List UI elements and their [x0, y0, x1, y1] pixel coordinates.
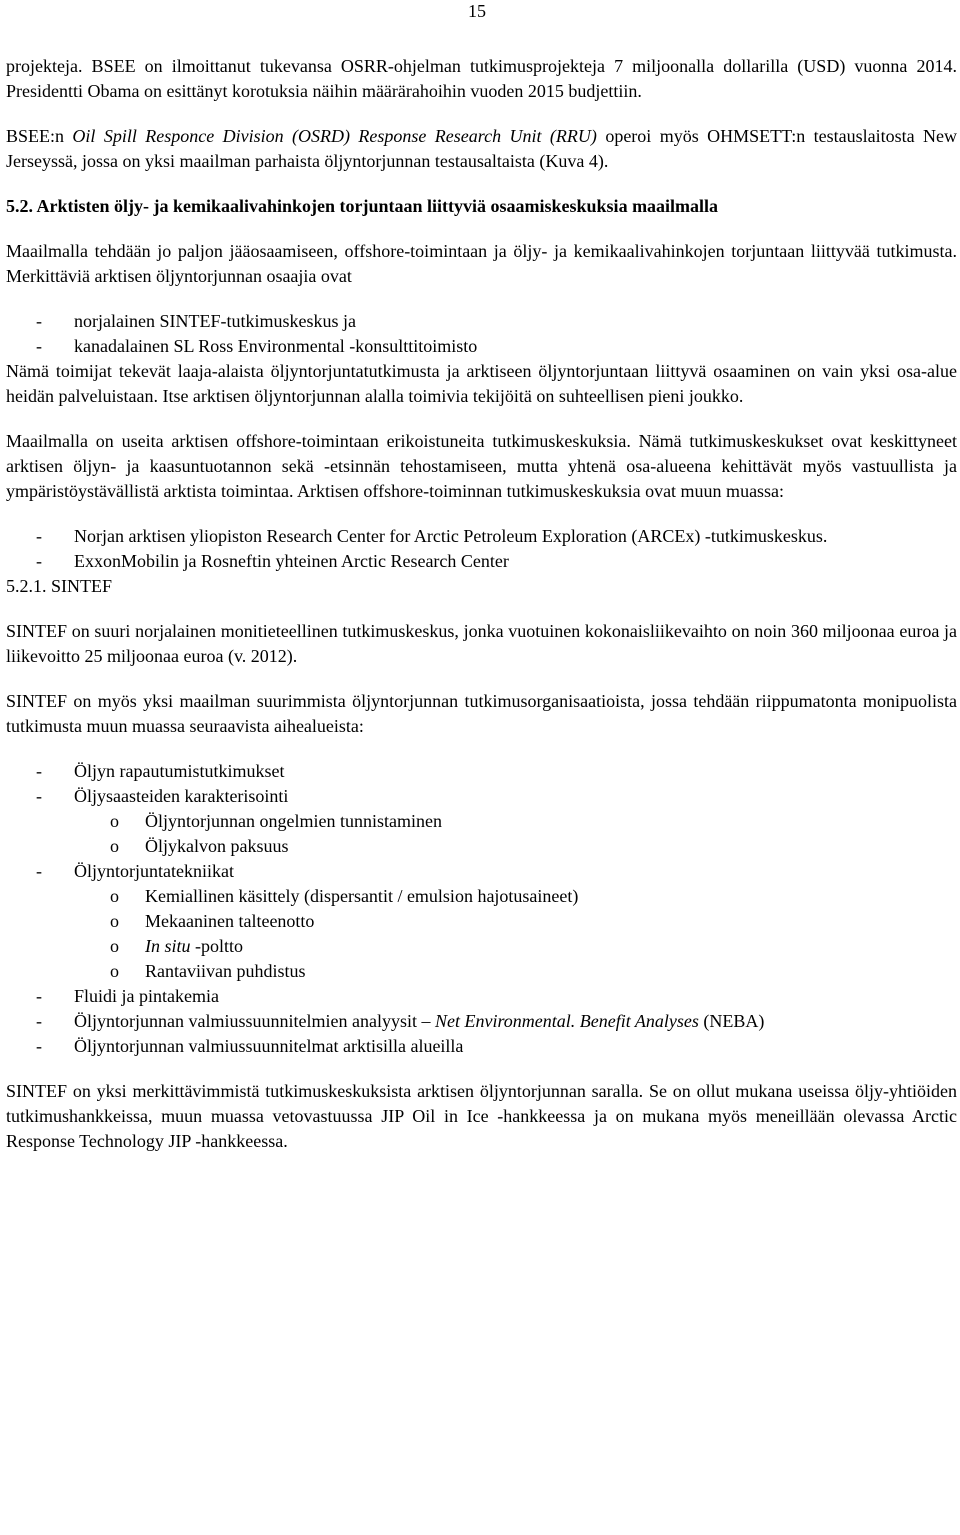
subtopic-item	[6, 809, 957, 834]
topic-text: Öljysaasteiden karakterisointi	[74, 786, 289, 806]
topic-list-e	[6, 984, 957, 1059]
topic-item	[6, 984, 957, 1009]
circle-marker: o	[110, 961, 119, 981]
list-item-text: kanadalainen SL Ross Environmental -konsulttitoimisto	[74, 336, 478, 356]
paragraph-sintef-3: SINTEF on yksi merkittävimmistä tutkimuskeskuksista arktisen öljyntorjunnan saralla. Se on ollut mukana useissa öljy-yhtiöiden tutkimushankkeissa, muun muassa vetovastuussa JIP Oil in Ice -hankkeessa ja on mukana myös meneillään olevassa Arctic Response Technology JIP -hankkeessa.	[6, 1081, 957, 1151]
topic-text: Öljyntorjuntatekniikat	[74, 861, 234, 881]
topic-text: Öljyntorjunnan valmiussuunnitelmien analyysit –	[74, 1011, 435, 1031]
subtopic-text: -poltto	[190, 936, 244, 956]
list-item-text: norjalainen SINTEF-tutkimuskeskus ja	[74, 311, 356, 331]
paragraph-sintef-2: SINTEF on myös yksi maailman suurimmista öljyntorjunnan tutkimusorganisaatioista, jossa tehdään riippumatonta monipuolista tutkimusta muun muassa seuraavista aihealueista:	[6, 691, 957, 736]
subtopic-list-b	[6, 809, 957, 859]
circle-marker: o	[110, 836, 119, 856]
topic-list-a	[6, 759, 957, 809]
section-heading-5-2: 5.2. Arktisten öljy- ja kemikaalivahinkojen torjuntaan liittyviä osaamiskeskuksia maailmalla	[6, 196, 719, 216]
subtopic-text: Öljyntorjunnan ongelmien tunnistaminen	[145, 811, 442, 831]
dash-marker: -	[36, 526, 42, 546]
bsee-suffix: operoi myös OHMSETT:n testauslaitosta New Jerseyssä, jossa on yksi maailman parhaista öljyntorjunnan testausaltaista (Kuva 4).	[6, 126, 958, 171]
dash-marker: -	[36, 1036, 42, 1056]
circle-marker: o	[110, 886, 119, 906]
document-body	[6, 54, 957, 1154]
list-item-text: Norjan arktisen yliopiston Research Center for Arctic Petroleum Exploration (ARCEx) -tutkimuskeskus.	[74, 526, 828, 546]
dash-marker: -	[36, 786, 42, 806]
topic-item	[6, 859, 957, 884]
subtopic-text: Rantaviivan puhdistus	[145, 961, 306, 981]
dash-marker: -	[36, 761, 42, 781]
subtopic-text-italic: In situ	[145, 936, 191, 956]
dash-marker: -	[36, 861, 42, 881]
circle-marker: o	[110, 811, 119, 831]
dash-marker: -	[36, 551, 42, 571]
topic-text: Fluidi ja pintakemia	[74, 986, 219, 1006]
subtopic-text: Mekaaninen talteenotto	[145, 911, 315, 931]
dash-marker: -	[36, 986, 42, 1006]
dash-marker: -	[36, 311, 42, 331]
topic-item	[6, 784, 957, 809]
page-number: 15	[468, 1, 486, 21]
topic-text-italic: Net Environmental. Benefit Analyses	[434, 1011, 699, 1031]
list-item	[6, 309, 957, 334]
paragraph-useita: Maailmalla on useita arktisen offshore-toimintaan erikoistuneita tutkimuskeskuksia. Nämä tutkimuskeskukset ovat keskittyneet arktisen öljyn- ja kaasuntuotannon sekä -etsinnän tehostamiseen, mutta yhtenä osa-alueena kehittävät myös vastuullista ja ympäristöystävällistä arktista toimintaa. Arktisen offshore-toiminnan tutkimuskeskuksia ovat muun muassa:	[6, 431, 957, 501]
list-item	[6, 524, 957, 549]
paragraph-intro: projekteja. BSEE on ilmoittanut tukevansa OSRR-ohjelman tutkimusprojekteja 7 miljoonalla dollarilla (USD) vuonna 2014. Presidentti Obama on esittänyt korotuksia näihin määrärahoihin vuoden 2015 budjettiin.	[6, 56, 957, 101]
topic-text: Öljyntorjunnan valmiussuunnitelmat arktisilla alueilla	[74, 1036, 464, 1056]
subtopic-item	[6, 959, 957, 984]
section-heading-5-2-1: 5.2.1. SINTEF	[6, 576, 113, 596]
subtopic-item	[6, 934, 957, 959]
paragraph-maailmalla: Maailmalla tehdään jo paljon jääosaamiseen, offshore-toimintaan ja öljy- ja kemikaalivahinkojen torjuntaan liittyvää tutkimusta. Merkittäviä arktisen öljyntorjunnan osaajia ovat	[6, 241, 957, 286]
subtopic-text: Öljykalvon paksuus	[145, 836, 289, 856]
subtopic-item	[6, 884, 957, 909]
list-osaajat	[6, 309, 957, 359]
list-keskukset	[6, 524, 957, 574]
topic-text: Öljyn rapautumistutkimukset	[74, 761, 285, 781]
list-sintef-topics	[6, 759, 957, 1059]
subtopic-item	[6, 834, 957, 859]
topic-text: (NEBA)	[698, 1011, 765, 1031]
bsee-prefix: BSEE:n	[6, 126, 73, 146]
topic-item	[6, 1034, 957, 1059]
dash-marker: -	[36, 1011, 42, 1031]
circle-marker: o	[110, 936, 119, 956]
paragraph-nama: Nämä toimijat tekevät laaja-alaista öljyntorjuntatutkimusta ja arktiseen öljyntorjuntaan liittyvä osaaminen on vain yksi osa-alue heidän palveluistaan. Itse arktisen öljyntorjunnan alalla toimivia tekijöitä on suhteellisen pieni joukko.	[6, 361, 957, 406]
paragraph-bsee	[6, 124, 957, 174]
topic-item	[6, 759, 957, 784]
topic-list-c	[6, 859, 957, 884]
list-item-text: ExxonMobilin ja Rosneftin yhteinen Arctic Research Center	[74, 551, 509, 571]
bsee-unit-name: Oil Spill Responce Division (OSRD) Response Research Unit (RRU)	[72, 126, 597, 146]
subtopic-text: Kemiallinen käsittely (dispersantit / emulsion hajotusaineet)	[145, 886, 579, 906]
circle-marker: o	[110, 911, 119, 931]
paragraph-sintef-1: SINTEF on suuri norjalainen monitieteellinen tutkimuskeskus, jonka vuotuinen kokonaisliikevaihto on noin 360 miljoonaa euroa ja liikevoitto 25 miljoonaa euroa (v. 2012).	[6, 621, 957, 666]
topic-item	[6, 1009, 957, 1034]
dash-marker: -	[36, 336, 42, 356]
list-item	[6, 334, 957, 359]
subtopic-item	[6, 909, 957, 934]
subtopic-list-d	[6, 884, 957, 984]
list-item	[6, 549, 957, 574]
